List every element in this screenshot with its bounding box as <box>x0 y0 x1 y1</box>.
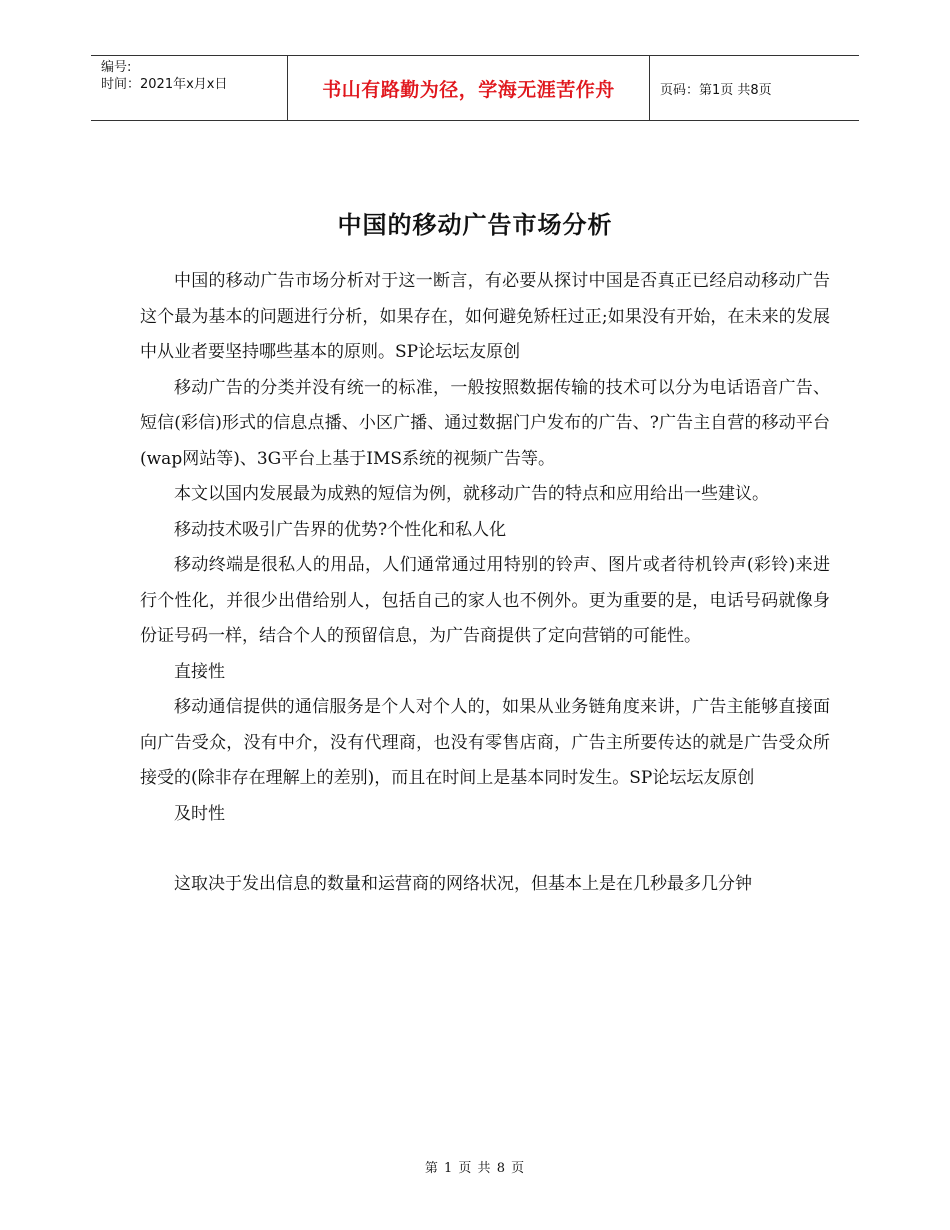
document-time-label: 时间：2021年x月x日 <box>101 77 228 92</box>
paragraph: 移动终端是很私人的用品，人们通常通过用特别的铃声、图片或者待机铃声(彩铃)来进行个性化，并很少出借给别人，包括自己的家人也不例外。更为重要的是，电话号码就像身份证号码一样，结合个人的预留信息，为广告商提供了定向营销的可能性。 <box>140 555 830 646</box>
paragraph: 这取决于发出信息的数量和运营商的网络状况，但基本上是在几秒最多几分钟 <box>174 874 752 894</box>
section-heading: 移动技术吸引广告界的优势?个性化和私人化 <box>174 519 507 540</box>
blank-line <box>140 832 830 867</box>
section-heading: 直接性 <box>174 661 225 682</box>
document-number-label: 编号: <box>101 60 132 75</box>
document-title: 中国的移动广告市场分析 <box>337 211 613 239</box>
paragraph: 本文以国内发展最为成熟的短信为例，就移动广告的特点和应用给出一些建议。 <box>174 484 769 504</box>
header-page-info: 页码：第1页 共8页 <box>660 82 772 98</box>
header-motto: 书山有路勤为径，学海无涯苦作舟 <box>287 56 650 120</box>
page-header <box>91 55 859 121</box>
section-heading: 及时性 <box>174 803 225 824</box>
document-body <box>140 264 830 903</box>
page-footer: 第 1 页 共 8 页 <box>424 1161 526 1176</box>
paragraph: 中国的移动广告市场分析对于这一断言，有必要从探讨中国是否真正已经启动移动广告这个最为基本的问题进行分析，如果存在，如何避免矫枉过正;如果没有开始，在未来的发展中从业者要坚持哪些基本的原则。SP论坛坛友原创 <box>140 271 830 362</box>
paragraph: 移动广告的分类并没有统一的标准，一般按照数据传输的技术可以分为电话语音广告、短信(彩信)形式的信息点播、小区广播、通过数据门户发布的广告、?广告主自营的移动平台(wap网站等)、3G平台上基于IMS系统的视频广告等。 <box>140 377 830 469</box>
header-meta <box>91 56 287 120</box>
paragraph: 移动通信提供的通信服务是个人对个人的，如果从业务链角度来讲，广告主能够直接面向广告受众，没有中介，没有代理商，也没有零售店商，广告主所要传达的就是广告受众所接受的(除非存在理解上的差别)，而且在时间上是基本同时发生。SP论坛坛友原创 <box>140 697 830 788</box>
